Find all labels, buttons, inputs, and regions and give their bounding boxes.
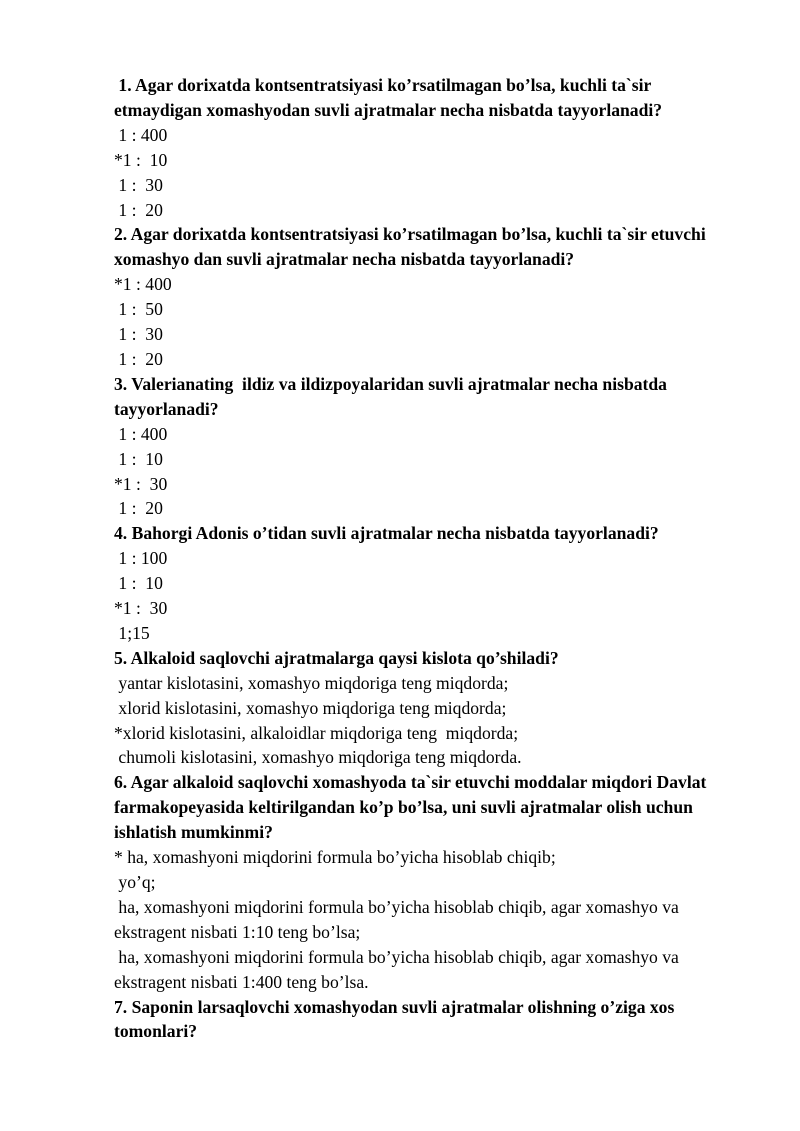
question-6-option-4: ha, xomashyoni miqdorini formula bo’yicha hisoblab chiqib, agar xomashyo va ekstragent nisbati 1:400 teng bo’lsa. xyxy=(114,946,684,992)
question-6-option-2: yo’q; xyxy=(114,872,156,892)
question-2-option-4: 1 : 20 xyxy=(114,348,163,369)
question-5-text: 5. Alkaloid saqlovchi ajratmalarga qaysi kislota qo’shiladi? xyxy=(114,647,559,668)
question-2-text: 2. Agar dorixatda kontsentratsiyasi ko’rsatilmagan bo’lsa, kuchli ta`sir etuvchi xomashyo dan suvli ajratmalar necha nisbatda tayyorlanadi? xyxy=(114,224,711,270)
question-2-option-2: 1 : 50 xyxy=(114,299,163,320)
question-3-text: 3. Valerianating ildiz va ildizpoyalaridan suvli ajratmalar necha nisbatda tayyorlanadi? xyxy=(114,373,672,419)
question-1-option-2: *1 : 10 xyxy=(114,149,168,170)
question-3-option-4: 1 : 20 xyxy=(114,498,163,519)
question-6-option-1: * ha, xomashyoni miqdorini formula bo’yicha hisoblab chiqib; xyxy=(114,847,556,868)
question-5-option-1: yantar kislotasini, xomashyo miqdoriga teng miqdorda; xyxy=(114,672,509,693)
question-1-text: 1. Agar dorixatda kontsentratsiyasi ko’rsatilmagan bo’lsa, kuchli ta`sir etmaydigan xomashyodan suvli ajratmalar necha nisbatda tayyorlanadi? xyxy=(114,75,663,120)
question-3-option-2: 1 : 10 xyxy=(114,448,163,469)
question-4-option-1: 1 : 100 xyxy=(114,548,168,569)
question-4-option-2: 1 : 10 xyxy=(114,573,163,594)
document-page xyxy=(114,73,734,1044)
question-4-option-4: 1;15 xyxy=(114,622,150,643)
question-2-option-1: *1 : 400 xyxy=(114,274,172,295)
question-1-option-3: 1 : 30 xyxy=(114,174,163,195)
question-6-text: 6. Agar alkaloid saqlovchi xomashyoda ta`sir etuvchi moddalar miqdori Davlat farmakopeyasida keltirilgandan ko’p bo’lsa, uni suvli ajratmalar olish uchun ishlatish mumkinmi? xyxy=(114,772,711,843)
question-1-option-1: 1 : 400 xyxy=(114,124,168,145)
question-6-option-3: ha, xomashyoni miqdorini formula bo’yicha hisoblab chiqib, agar xomashyo va ekstragent nisbati 1:10 teng bo’lsa; xyxy=(114,896,684,942)
question-4-text: 4. Bahorgi Adonis o’tidan suvli ajratmalar necha nisbatda tayyorlanadi? xyxy=(114,523,659,544)
question-2-option-3: 1 : 30 xyxy=(114,324,163,345)
question-5-option-4: chumoli kislotasini, xomashyo miqdoriga teng miqdorda. xyxy=(114,747,522,768)
question-1-option-4: 1 : 20 xyxy=(114,199,163,220)
question-3-option-3: *1 : 30 xyxy=(114,473,168,494)
question-4-option-3: *1 : 30 xyxy=(114,598,168,619)
question-5-option-3: *xlorid kislotasini, alkaloidlar miqdoriga teng miqdorda; xyxy=(114,722,519,743)
question-5-option-2: xlorid kislotasini, xomashyo miqdoriga teng miqdorda; xyxy=(114,697,507,718)
question-3-option-1: 1 : 400 xyxy=(114,423,168,444)
question-7-text: 7. Saponin larsaqlovchi xomashyodan suvli ajratmalar olishning o’ziga xos tomonlari? xyxy=(114,996,679,1042)
